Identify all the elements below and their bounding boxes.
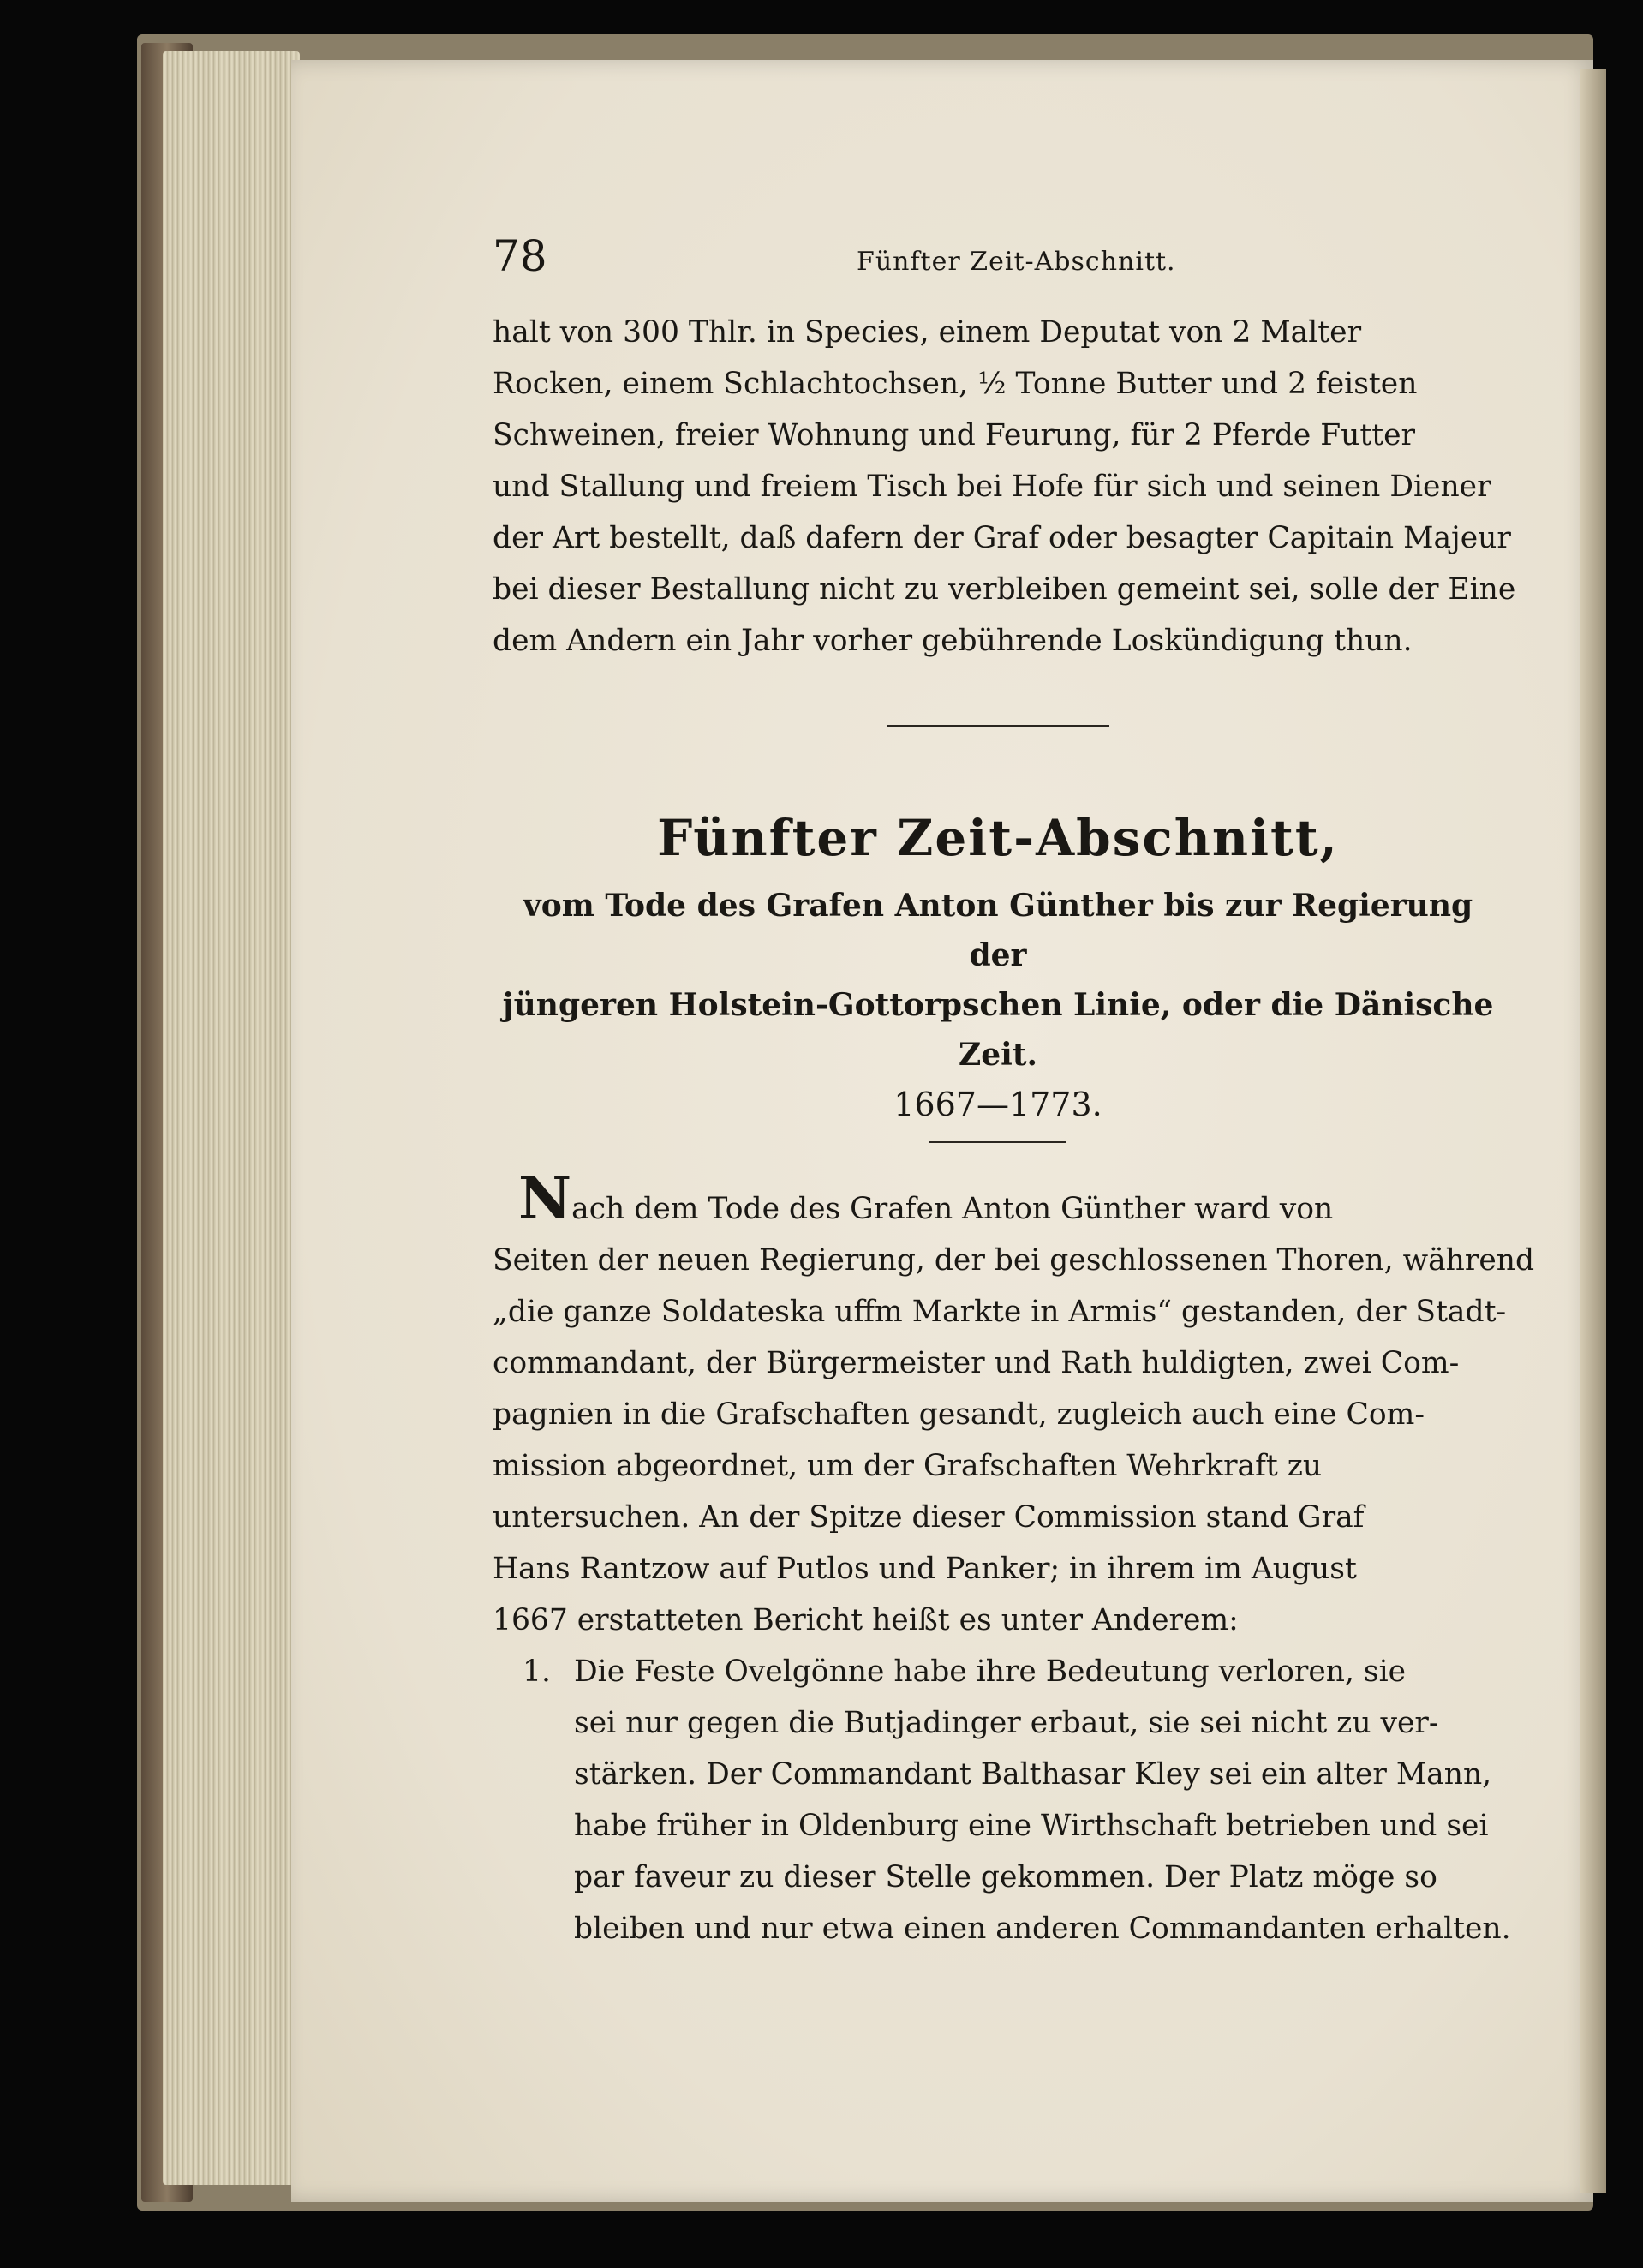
text-line: stärken. Der Commandant Balthasar Kley sei ein alter Mann,: [574, 1757, 1492, 1792]
text-line: sei nur gegen die Butjadinger erbaut, sie sei nicht zu ver-: [574, 1706, 1439, 1740]
subtitle-line: vom Tode des Grafen Anton Günther bis zur Regierung der: [523, 888, 1473, 973]
page-right-edge: [1580, 69, 1606, 2193]
text-line: und Stallung und freiem Tisch bei Hofe für sich und seinen Diener: [493, 470, 1491, 504]
text-line-rest: ach dem Tode des Grafen Anton Günther ward von: [571, 1192, 1334, 1226]
text-line: habe früher in Oldenburg eine Wirthschaft betrieben und sei: [574, 1809, 1489, 1843]
list-item: [493, 1646, 1511, 1954]
text-line: dem Andern ein Jahr vorher gebührende Loskündigung thun.: [493, 624, 1413, 658]
running-head: Fünfter Zeit-Abschnitt.: [857, 247, 1176, 277]
title-divider: [929, 1141, 1066, 1143]
page-content: [493, 231, 1535, 1954]
text-line: commandant, der Bürgermeister und Rath huldigten, zwei Com-: [493, 1346, 1460, 1380]
section-years: 1667—1773.: [893, 1086, 1102, 1123]
text-line: par faveur zu dieser Stelle gekommen. Der Platz möge so: [574, 1860, 1437, 1894]
list-number: 1.: [523, 1655, 551, 1689]
section-subtitle: [493, 881, 1503, 1080]
text-line: halt von 300 Thlr. in Species, einem Deputat von 2 Malter: [493, 315, 1362, 350]
text-line: „die ganze Soldateska uffm Markte in Armis“ gestanden, der Stadt-: [493, 1295, 1507, 1329]
opening-paragraph: [493, 307, 1516, 667]
text-line: der Art bestellt, daß dafern der Graf oder besagter Capitain Majeur: [493, 521, 1511, 555]
page-number: 78: [493, 231, 547, 281]
text-line: 1667 erstatteten Bericht heißt es unter Anderem:: [493, 1603, 1239, 1637]
text-line: untersuchen. An der Spitze dieser Commission stand Graf: [493, 1500, 1365, 1535]
page-stack-edge: [163, 51, 300, 2185]
page-header: [493, 231, 1503, 300]
text-line: pagnien in die Grafschaften gesandt, zugleich auch eine Com-: [493, 1397, 1425, 1432]
drop-cap: N: [518, 1164, 572, 1233]
subtitle-line: jüngeren Holstein-Gottorpschen Linie, oder die Dänische Zeit.: [502, 987, 1494, 1073]
text-line: bleiben und nur etwa einen anderen Commandanten erhalten.: [574, 1912, 1511, 1946]
text-line: [493, 1164, 1503, 1235]
text-line: bei dieser Bestallung nicht zu verbleiben gemeint sei, solle der Eine: [493, 572, 1516, 607]
text-line: Hans Rantzow auf Putlos und Panker; in ihrem im August: [493, 1552, 1357, 1586]
text-line: mission abgeordnet, um der Grafschaften Wehrkraft zu: [493, 1449, 1323, 1483]
text-line: Schweinen, freier Wohnung und Feurung, für 2 Pferde Futter: [493, 418, 1415, 452]
section-title: Fünfter Zeit-Abschnitt,: [657, 809, 1339, 867]
text-line: Rocken, einem Schlachtochsen, ½ Tonne Butter und 2 feisten: [493, 367, 1418, 401]
body-paragraph: [493, 1164, 1535, 1646]
section-divider: [887, 725, 1109, 727]
text-line: Die Feste Ovelgönne habe ihre Bedeutung verloren, sie: [574, 1655, 1407, 1689]
text-line: Seiten der neuen Regierung, der bei geschlossenen Thoren, während: [493, 1243, 1535, 1278]
